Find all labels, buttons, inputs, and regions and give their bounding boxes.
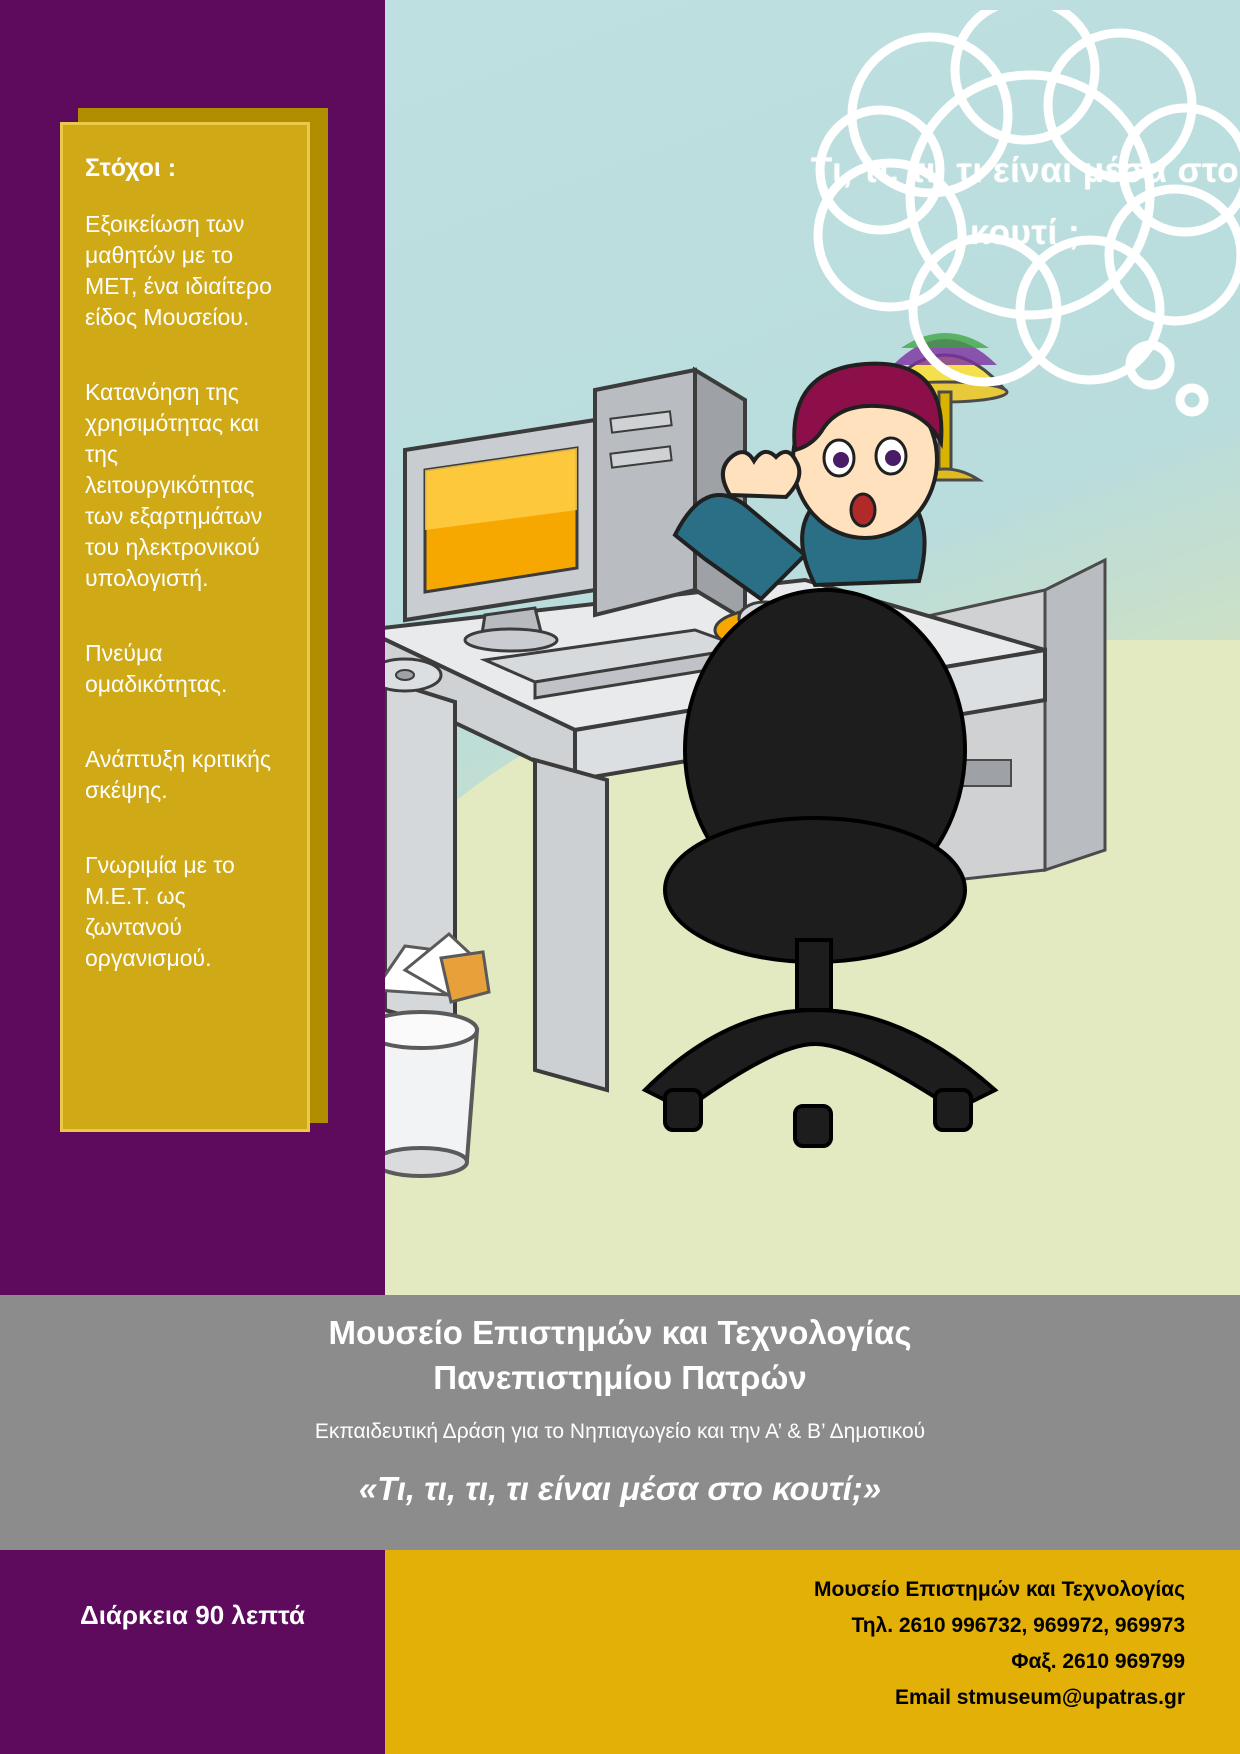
contact-line: Email stmuseum@upatras.gr — [894, 1686, 1185, 1709]
goal-item: Γνωριμία με το Μ.Ε.Τ. ως ζωντανού οργανισμού. — [85, 852, 235, 971]
illustration-scene — [385, 0, 1240, 1295]
goals-box — [60, 122, 310, 1132]
duration-text: Διάρκεια 90 λεπτά — [80, 1600, 305, 1630]
goal-item: Εξοικείωση των μαθητών με το ΜΕΤ, ένα ιδιαίτερο είδος Μουσείου. — [85, 211, 272, 330]
goals-title: Στόχοι : — [85, 154, 177, 182]
banner-subtitle: Εκπαιδευτική Δράση για το Νηπιαγωγείο και την Α’ & Β’ Δημοτικού — [314, 1420, 926, 1444]
bubble-text: Τι, τι, τι, τι είναι μέσα στο κουτί ; — [810, 151, 1240, 252]
wastebasket-icon — [385, 934, 489, 1176]
footer-duration-block — [0, 1550, 385, 1754]
contact-line: Τηλ. 2610 996732, 969972, 969973 — [851, 1614, 1185, 1637]
museum-name-line2: Πανεπιστημίου Πατρών — [433, 1358, 807, 1396]
workstation-illustration — [385, 330, 1240, 1250]
goal-item: Κατανόηση της χρησιμότητας και της λειτουργικότητας των εξαρτημάτων του ηλεκτρονικού υπολογιστή. — [85, 379, 263, 591]
footer-bar — [0, 1550, 1240, 1754]
thought-bubble — [780, 10, 1240, 430]
cd-icon — [385, 659, 441, 691]
museum-name-line1: Μουσείο Επιστημών και Τεχνολογίας — [328, 1314, 912, 1351]
contact-info — [814, 1572, 1185, 1716]
goal-item: Ανάπτυξη κριτικής σκέψης. — [85, 746, 271, 803]
contact-line: Φαξ. 2610 969799 — [1011, 1650, 1185, 1673]
museum-banner — [0, 1295, 1240, 1550]
activity-title: «Τι, τι, τι, τι είναι μέσα στο κουτί;» — [358, 1470, 882, 1508]
footer-contact-block — [385, 1550, 1240, 1754]
goal-item: Πνεύμα ομαδικότητας. — [85, 640, 228, 697]
contact-line: Μουσείο Επιστημών και Τεχνολογίας — [814, 1578, 1185, 1601]
